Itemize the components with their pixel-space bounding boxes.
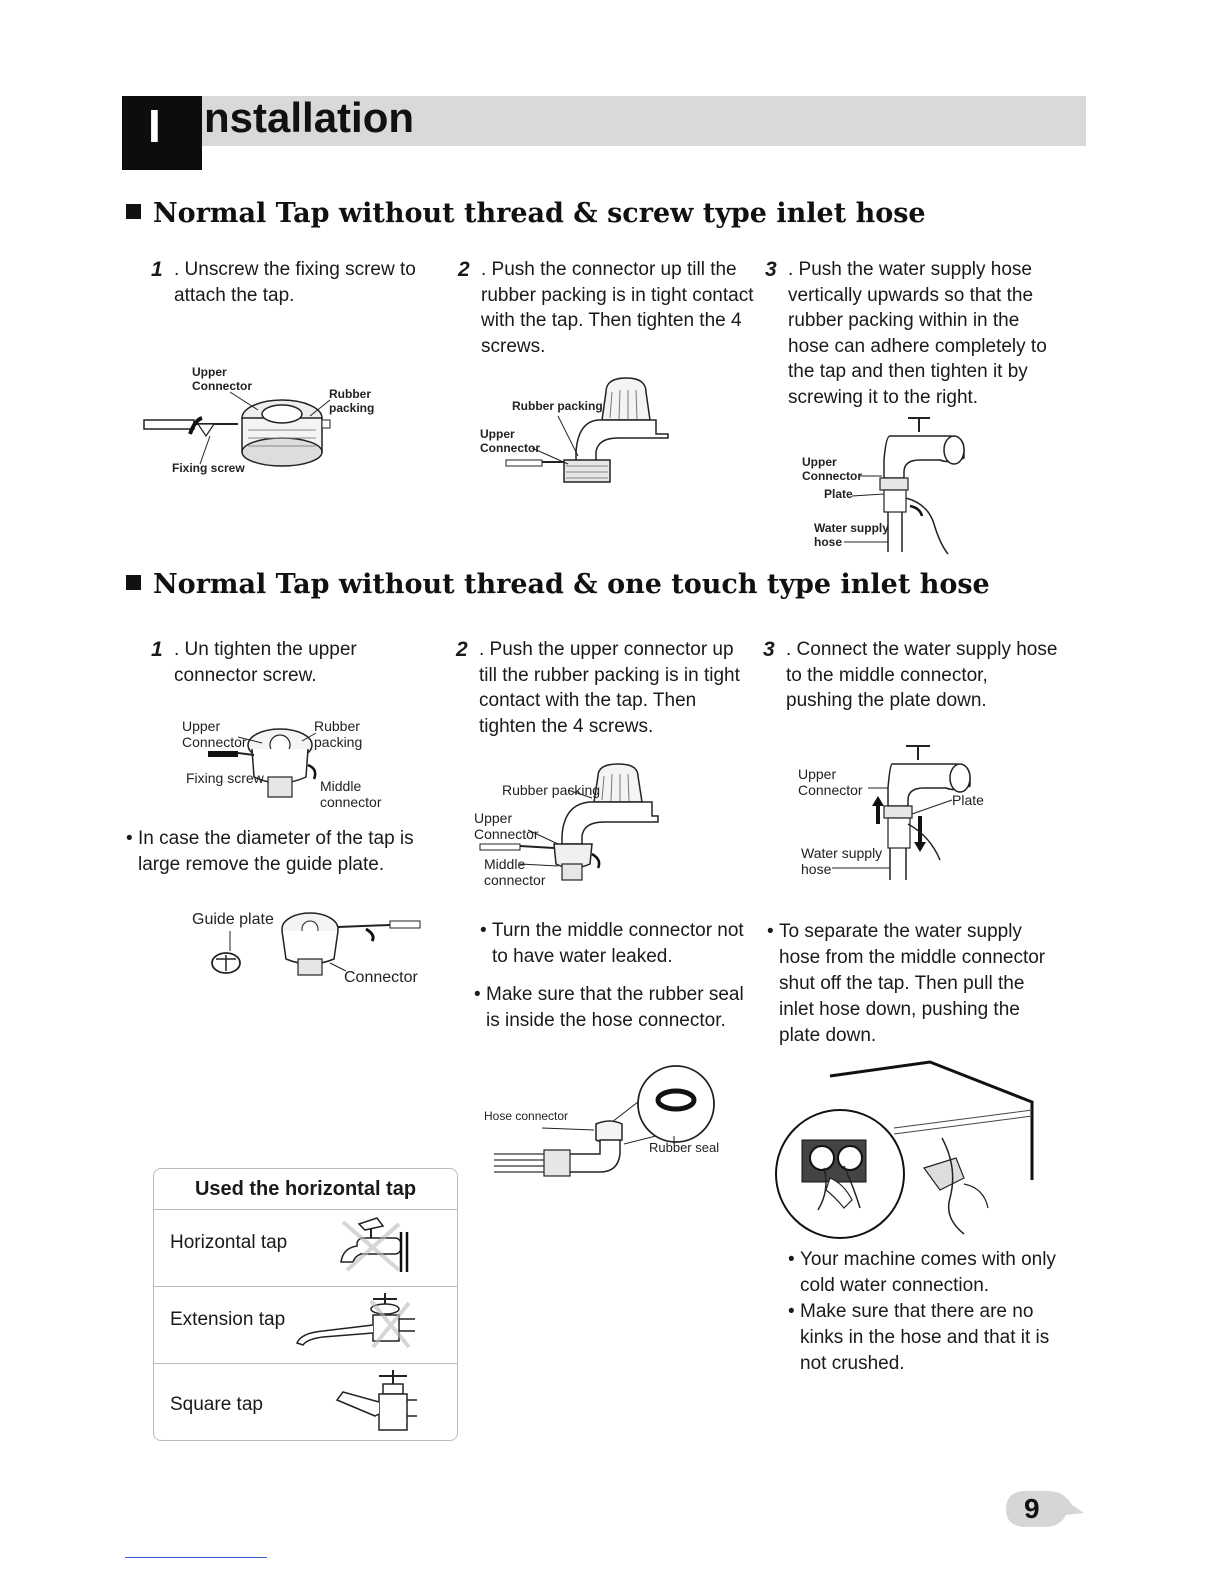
extension-tap-icon [293,1293,417,1355]
square-tap-icon [333,1370,417,1440]
bottom-bullets [788,1247,1068,1377]
section2-step-1: 1 . Un tighten the upper connector screw. [151,638,357,686]
label-upper-connector: Upper Connector [480,427,540,455]
section2-title: Normal Tap without thread & one touch type inlet hose [153,569,990,600]
section2-step-3: 3 . Connect the water supply hose to the middle connector, pushing the plate down. [763,638,1058,711]
label-upper-connector: Upper Connector [798,766,863,799]
s1-fig2 [478,372,678,492]
label-water-supply-hose: Water supply hose [814,521,889,549]
section1-step-2: 2 . Push the connector up till the rubber packing is in tight contact with the tap. Then tighten the 4 screws. [458,258,754,357]
label-guide-plate: Guide plate [192,911,274,928]
label-rubber-packing: Rubber packing [329,387,375,415]
label-upper-connector: Upper Connector [802,455,862,483]
section1-step-1: 1 . Unscrew the fixing screw to attach the tap. [151,258,416,306]
header-initial-block [122,96,202,170]
label-middle-connector: Middle connector [320,778,382,811]
label-fixing-screw: Fixing screw [172,461,245,475]
row-label: Horizontal tap [170,1232,288,1253]
label-upper-connector: Upper Connector [192,365,252,393]
footer-rule [125,1557,267,1558]
right-bullets [767,919,1057,1049]
table-row [154,1209,457,1287]
horizontal-tap-icon [337,1216,417,1278]
page-badge-shape-icon [1002,1487,1086,1531]
hose-connector-diagram-icon [484,1064,730,1194]
s2-fig3 [796,740,996,885]
bullet-item: • Turn the middle connector not to have water leaked. [480,920,744,967]
table-row [154,1286,457,1364]
square-bullet-icon [126,575,141,590]
row-label: Extension tap [170,1309,286,1330]
label-fixing-screw: Fixing screw [186,770,264,786]
bullet-item: • Make sure that the rubber seal is inside the hose connector. [474,984,744,1031]
machine-inlet-diagram-icon [774,1058,1040,1242]
label-upper-connector: Upper Connector [182,718,247,751]
label-water-supply-hose: Water supply hose [801,845,883,878]
page-number-badge [1002,1487,1086,1531]
guide-plate-note: • In case the diameter of the tap is large remove the guide plate. [126,828,414,875]
page-number: 9 [1024,1493,1040,1524]
label-rubber-seal: Rubber seal [649,1140,720,1155]
section2-heading [126,569,990,600]
bullet-item: • Your machine comes with only cold water connection. [788,1249,1056,1296]
guide-plate-fig [190,905,430,995]
tap-table-heading: Used the horizontal tap [194,1178,417,1200]
table-row [154,1363,457,1441]
label-connector: Connector [344,969,418,986]
machine-back-fig [774,1058,1040,1242]
label-hose-connector: Hose connector [484,1109,569,1123]
label-middle-connector: Middle connector [484,856,546,889]
hose-connector-fig [484,1064,730,1194]
label-plate: Plate [952,792,984,808]
s1-fig1 [140,360,400,490]
section2-step-2: 2 . Push the upper connector up till the rubber packing is in tight contact with the tap. Then tighten the 4 screws. [456,638,740,737]
bullet-item: • To separate the water supply hose from the middle connector shut off the tap. Then pull the inlet hose down, pushing the plate down. [767,921,1046,1046]
s2-fig1 [180,715,390,815]
square-bullet-icon [126,204,141,219]
label-rubber-packing: Rubber packing [512,399,603,413]
middle-bullets [474,918,758,1034]
label-rubber-packing: Rubber packing [314,718,363,751]
row-label: Square tap [170,1394,263,1415]
label-upper-connector: Upper Connector [474,810,539,843]
s2-fig2 [474,760,674,890]
section1-title: Normal Tap without thread & screw type inlet hose [153,198,926,229]
section1-step-3: 3 . Push the water supply hose vertically upwards so that the rubber packing within in the hose can adhere completely to the tap and then tighten it by screwing it to the right. [765,258,1047,408]
label-plate: Plate [824,487,853,501]
section1-heading [126,198,926,229]
label-rubber-packing: Rubber packing [502,782,601,798]
s1-fig3 [800,414,980,558]
tap-type-table [153,1168,458,1441]
page-title: nstallation [204,94,415,141]
bullet-item: • Make sure that there are no kinks in the hose and that it is not crushed. [788,1301,1050,1374]
header-initial: I [148,100,161,152]
